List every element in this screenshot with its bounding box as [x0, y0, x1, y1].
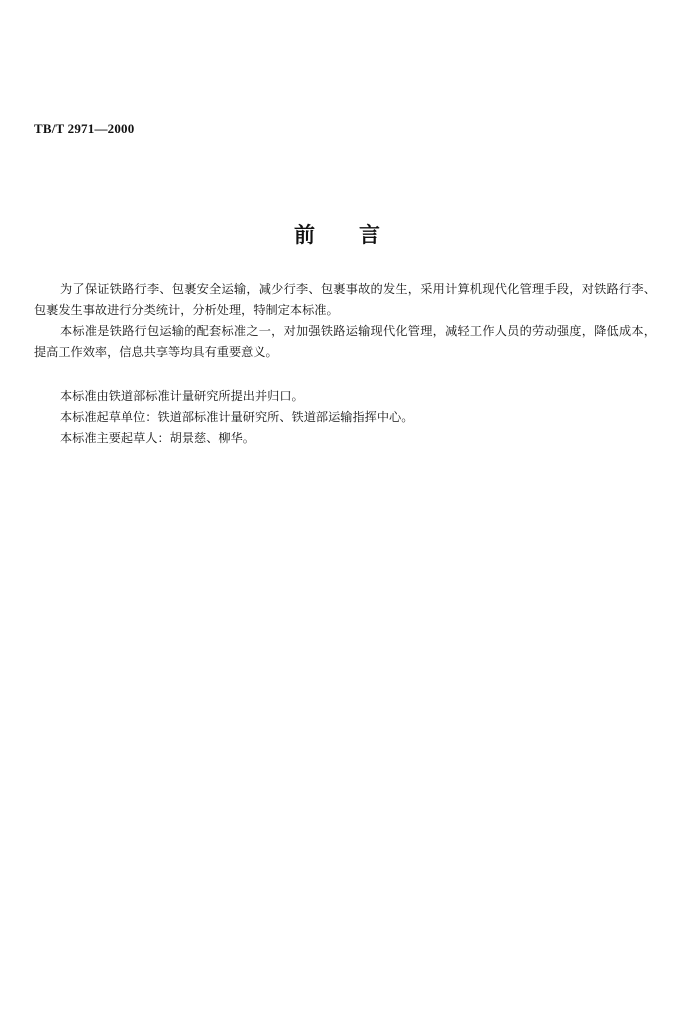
foreword-paragraph: 为了保证铁路行李、包裹安全运输，减少行李、包裹事故的发生，采用计算机现代化管理手段，对铁路行李、包裹发生事故进行分类统计，分析处理，特制定本标准。 — [34, 282, 656, 317]
foreword-paragraph: 本标准是铁路行包运输的配套标准之一，对加强铁路运输现代化管理，减轻工作人员的劳动强度，降低成本，提高工作效率，信息共享等均具有重要意义。 — [34, 324, 656, 359]
drafting-unit-line: 本标准起草单位：铁道部标准计量研究所、铁道部运输指挥中心。 — [60, 410, 414, 424]
credits-section — [60, 386, 650, 449]
proposer-line: 本标准由铁道部标准计量研究所提出并归口。 — [60, 389, 304, 403]
foreword-body — [34, 279, 656, 363]
drafters-line: 本标准主要起草人：胡景慈、柳华。 — [60, 431, 255, 445]
standard-code: TB/T 2971—2000 — [34, 121, 135, 136]
page-title: 前言 — [294, 222, 424, 247]
